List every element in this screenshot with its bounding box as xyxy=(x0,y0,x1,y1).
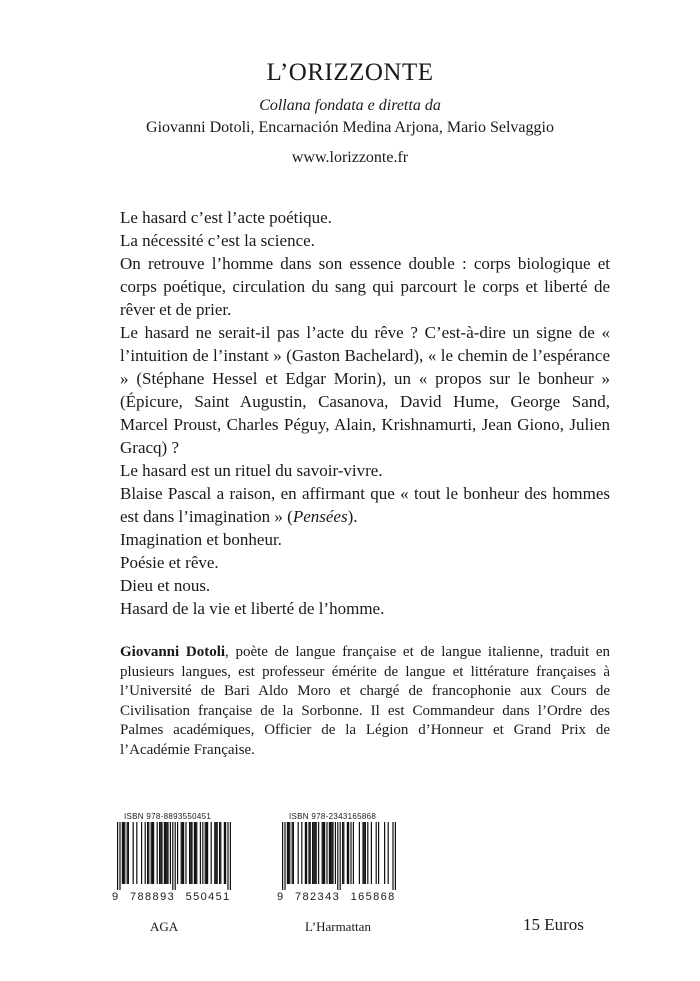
barcode-bar xyxy=(147,822,148,884)
barcode-digits xyxy=(277,891,401,904)
barcode-bar xyxy=(123,822,124,884)
barcode-bar xyxy=(172,822,173,890)
barcode-lead-digit: 9 xyxy=(277,891,285,903)
author-bio xyxy=(120,643,610,761)
barcode-bar xyxy=(314,822,315,884)
barcode-bar xyxy=(194,822,195,884)
barcode-bar xyxy=(313,822,314,884)
barcode-bar xyxy=(152,822,153,884)
isbn-label: ISBN 978-2343165868 xyxy=(289,812,377,821)
barcode-bar xyxy=(164,822,165,884)
barcode-bar xyxy=(340,822,341,890)
barcode-bar xyxy=(117,822,118,890)
series-header xyxy=(0,58,700,169)
barcode-bar xyxy=(224,822,225,884)
barcode-bar xyxy=(214,822,215,884)
barcode-bar xyxy=(329,822,330,884)
barcode-aga xyxy=(112,812,236,904)
barcode-bar xyxy=(211,822,212,884)
barcode-bar xyxy=(395,822,396,890)
barcode-bar xyxy=(287,822,288,884)
barcode-bar xyxy=(202,822,203,884)
barcode-bar xyxy=(153,822,154,884)
barcode-bar xyxy=(292,822,293,884)
barcode-bar xyxy=(148,822,149,884)
barcode-bar xyxy=(128,822,129,884)
pascal-text-end: ). xyxy=(347,507,358,526)
barcode-bar xyxy=(182,822,183,884)
barcode-bar xyxy=(122,822,123,884)
isbn-label: ISBN 978-8893550451 xyxy=(124,812,212,821)
pascal-work-title: Pensées xyxy=(292,507,348,526)
barcode-left-digits: 788893 xyxy=(130,891,176,903)
barcode-bar xyxy=(371,822,372,884)
barcode-bar xyxy=(353,822,354,884)
barcode-bar xyxy=(141,822,142,884)
poem-line: Hasard de la vie et liberté de l’homme. xyxy=(120,599,385,618)
poem-line: Le hasard c’est l’acte poétique. xyxy=(120,208,332,227)
poem-paragraph: On retrouve l’homme dans son essence double : corps biologique et corps poétique, circulation du sang qui parcourt le corps et liberté de rêver et de prier. xyxy=(120,254,610,319)
barcode-bar xyxy=(288,822,289,884)
barcode-bar xyxy=(350,822,351,884)
barcode-bar xyxy=(189,822,190,884)
barcode-bar xyxy=(195,822,196,884)
barcode-bar xyxy=(127,822,128,884)
barcode-bar xyxy=(318,822,319,884)
barcode-bar xyxy=(310,822,311,884)
barcode-bar xyxy=(196,822,197,884)
barcode-bar xyxy=(177,822,178,884)
barcode-bar xyxy=(376,822,377,884)
series-title: L’ORIZZONTE xyxy=(266,59,434,86)
barcode-bar xyxy=(161,822,162,884)
barcode-bar xyxy=(384,822,385,884)
barcode-bar xyxy=(124,822,125,884)
barcode-bar xyxy=(166,822,167,884)
barcode-bar xyxy=(217,822,218,884)
barcode-bar xyxy=(323,822,324,884)
series-website[interactable]: www.lorizzonte.fr xyxy=(291,149,409,166)
barcode-bar xyxy=(219,822,220,884)
barcode-bar xyxy=(284,822,285,890)
barcode-bar xyxy=(205,822,206,884)
price: 15 Euros xyxy=(523,915,584,934)
barcode-right-digits: 165868 xyxy=(350,891,396,903)
series-subtitle: Collana fondata e diretta da xyxy=(259,97,441,114)
author-name: Giovanni Dotoli xyxy=(120,644,226,660)
barcode-bar xyxy=(207,822,208,884)
barcode-bar xyxy=(151,822,152,884)
barcode-bar xyxy=(160,822,161,884)
barcode-bar xyxy=(359,822,360,884)
barcode-bar xyxy=(298,822,299,884)
barcode-bar xyxy=(293,822,294,884)
barcode-bar xyxy=(282,822,283,890)
barcode-bar xyxy=(362,822,363,884)
poem-line: Imagination et bonheur. xyxy=(120,530,282,549)
barcode-bar xyxy=(331,822,332,884)
barcode-bar xyxy=(159,822,160,884)
barcode-bar xyxy=(183,822,184,884)
barcode-digits xyxy=(112,891,236,904)
barcode-bar xyxy=(225,822,226,884)
barcode-bar xyxy=(388,822,389,884)
pascal-text: Blaise Pascal a raison, en affirmant que « tout le bonheur des hommes est dans l’imagination » ( xyxy=(120,484,610,526)
barcode-bar xyxy=(364,822,365,884)
barcode-bar xyxy=(342,822,343,884)
barcode-bar xyxy=(175,822,176,890)
barcode-bar xyxy=(324,822,325,884)
barcode-left-digits: 782343 xyxy=(295,891,341,903)
series-editors: Giovanni Dotoli, Encarnación Medina Arjona, Mario Selvaggio xyxy=(146,119,554,136)
barcode-bar xyxy=(306,822,307,884)
barcode-bar xyxy=(185,822,186,884)
barcode-bar xyxy=(200,822,201,884)
barcode-bar xyxy=(332,822,333,884)
barcode-bar xyxy=(326,822,327,884)
barcode-bar xyxy=(227,822,228,890)
publisher-harmattan: L’Harmattan xyxy=(305,919,371,934)
barcode-bar xyxy=(145,822,146,884)
barcode-bar xyxy=(348,822,349,884)
barcode-bar xyxy=(206,822,207,884)
barcode-bar xyxy=(378,822,379,884)
barcode-bar xyxy=(305,822,306,884)
author-bio-text: , poète de langue française et de langue italienne, traduit en plusieurs langues, est professeur émérite de langue et littérature françaises à l’Université de Bari Aldo Moro et chargé de francophonie aux Cours de Civilisation française de la Sorbonne. Il est Commandeur dans l’Ordre des Palmes académiques, Officier de la Légion d’Honneur et Grand Prix de l’Académie Française. xyxy=(120,644,610,758)
poem-paragraph: Le hasard ne serait-il pas l’acte du rêve ? C’est-à-dire un signe de « l’intuition de l’instant » (Gaston Bachelard), « le chemin de l’espérance » (Stéphane Hessel et Edgar Morin), un « propos sur le bonheur » (Épicure, Saint Augustin, Casanova, David Hume, George Sand, Marcel Proust, Charles Péguy, Alain, Krishnamurti, Jean Giono, Julien Gracq) ? xyxy=(120,323,610,457)
publisher-aga: AGA xyxy=(150,919,179,934)
barcode-bar xyxy=(136,822,137,884)
barcode-right-digits: 550451 xyxy=(185,891,231,903)
barcode-bar xyxy=(322,822,323,884)
barcode-bars xyxy=(112,822,236,890)
barcode-bar xyxy=(316,822,317,884)
barcode-bar xyxy=(337,822,338,890)
barcode-bar xyxy=(343,822,344,884)
barcode-bar xyxy=(220,822,221,884)
poem-line: Dieu et nous. xyxy=(120,576,211,595)
barcode-bar xyxy=(165,822,166,884)
barcode-bar xyxy=(230,822,231,890)
barcode-bar xyxy=(215,822,216,884)
barcode-bar xyxy=(308,822,309,884)
barcode-bar xyxy=(312,822,313,884)
barcode-bar xyxy=(119,822,120,890)
barcode-bar xyxy=(301,822,302,884)
poem-line: Le hasard est un rituel du savoir-vivre. xyxy=(120,461,383,480)
barcode-bar xyxy=(347,822,348,884)
barcode-bar xyxy=(392,822,393,890)
poem-line: La nécessité c’est la science. xyxy=(120,231,315,250)
barcode-bar xyxy=(170,822,171,884)
barcode-bar xyxy=(330,822,331,884)
poem-line: Poésie et rêve. xyxy=(120,553,219,572)
barcode-bar xyxy=(335,822,336,884)
barcode-lead-digit: 9 xyxy=(112,891,120,903)
barcode-bar xyxy=(289,822,290,884)
barcode-bar xyxy=(181,822,182,884)
barcode-bars xyxy=(277,822,401,890)
barcode-harmattan xyxy=(277,812,401,904)
barcode-bar xyxy=(190,822,191,884)
barcode-bar xyxy=(367,822,368,884)
barcode-bar xyxy=(167,822,168,884)
barcode-bar xyxy=(365,822,366,884)
poem-paragraph-pascal xyxy=(120,482,610,528)
barcode-bar xyxy=(133,822,134,884)
barcode-bar xyxy=(157,822,158,884)
barcode-bar xyxy=(191,822,192,884)
back-cover-text xyxy=(120,206,610,620)
